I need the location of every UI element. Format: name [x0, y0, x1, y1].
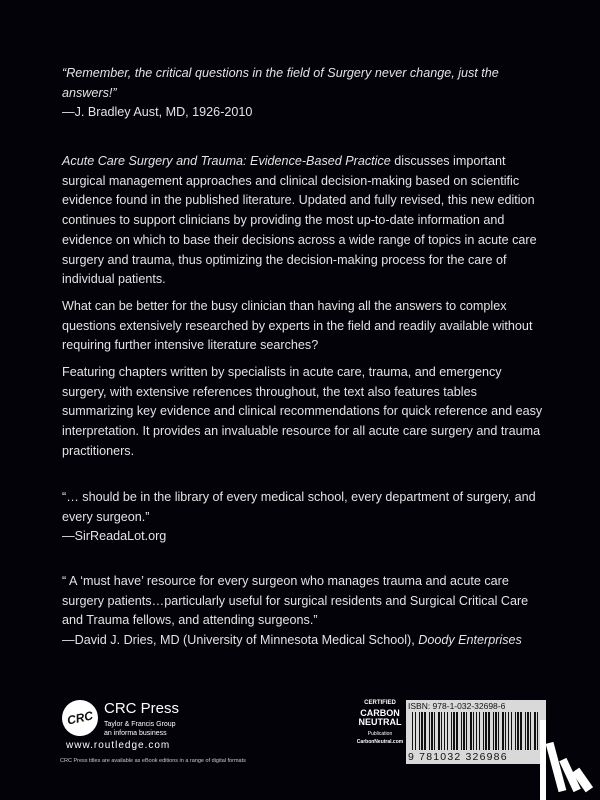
description	[62, 152, 548, 462]
review-2	[62, 572, 548, 651]
barcode-bar	[498, 712, 499, 750]
attribution-source: Doody Enterprises	[418, 633, 522, 648]
isbn-barcode	[406, 700, 546, 764]
barcode-bar	[505, 712, 506, 750]
barcode-bar	[527, 712, 529, 750]
review-quote: “… should be in the library of every medical school, every department of surgery, and every surgeon.”	[62, 490, 536, 524]
barcode-bar	[493, 712, 494, 750]
barcode-bar	[485, 712, 487, 750]
barcode-bar	[479, 712, 480, 750]
epigraph-quote: “Remember, the critical questions in the field of Surgery never change, just the answers!”	[62, 66, 499, 100]
cn-main1: CARBON	[360, 708, 400, 718]
barcode-bar	[441, 712, 442, 750]
review-quote: “ A ‘must have’ resource for every surgeon who manages trauma and acute care surgery patients…particularly useful for surgical residents and Surgical Critical Care and Trauma fellows, and attending surgeons.”	[62, 574, 529, 628]
publisher-name: CRC Press	[104, 700, 180, 717]
barcode-bar	[456, 712, 458, 750]
description-para-3: Featuring chapters written by specialists in acute care, trauma, and emergency surgery, with extensive references throughout, the text also features tables summarizing key evidence and clinical recommendations for quick reference and easy interpretation. It provides an invaluable resource for all acute care surgery and trauma practitioners.	[62, 365, 543, 458]
barcode-bar	[517, 712, 519, 750]
barcode-bar	[447, 712, 448, 750]
barcode-bar	[421, 712, 423, 750]
barcode-bar	[412, 712, 413, 750]
epigraph-attribution: —J. Bradley Aust, MD, 1926-2010	[62, 105, 253, 120]
para-1-text: discusses important surgical management approaches and clinical decision-making based on scientific evidence found in the published literature. Updated and fully revised, this new edition continues to support clinicians by providing the most up-to-date information and evidence on which to base their decisions across a wide range of topics in acute care surgery and trauma, thus optimizing the decision-making process for the care of individual patients.	[62, 154, 537, 287]
domino-decoration	[540, 720, 546, 800]
barcode-bar	[488, 712, 490, 750]
barcode-bar	[520, 712, 522, 750]
barcode-bar	[525, 712, 526, 750]
barcode-bar	[424, 712, 426, 750]
ebook-note: CRC Press titles are available as eBook editions in a range of digital formats	[60, 758, 246, 764]
epigraph	[62, 64, 548, 123]
cn-site: CarbonNeutral.com	[356, 739, 404, 745]
barcode-bar	[476, 712, 477, 750]
cn-sub: Publication	[367, 731, 393, 737]
barcode-bar	[537, 712, 538, 750]
barcode-bar	[429, 712, 430, 750]
crc-logo-icon: CRC	[59, 697, 102, 740]
barcode-bar	[434, 712, 435, 750]
barcode-bar	[444, 712, 445, 750]
publisher-group	[104, 720, 176, 738]
barcode-bars	[412, 712, 540, 750]
attribution-text: —David J. Dries, MD (University of Minnesota Medical School),	[62, 633, 419, 648]
review-1	[62, 488, 548, 547]
barcode-bar	[530, 712, 531, 750]
barcode-bar	[419, 712, 420, 750]
barcode-bar	[495, 712, 497, 750]
barcode-bar	[415, 712, 416, 750]
barcode-bar	[502, 712, 504, 750]
group: Taylor & Francis Group	[104, 721, 176, 728]
barcode-bar	[470, 712, 472, 750]
book-title: Acute Care Surgery and Trauma: Evidence-Based Practice	[62, 154, 391, 168]
barcode-bar	[511, 712, 512, 750]
barcode-bar	[438, 712, 440, 750]
barcode-bar	[473, 712, 474, 750]
barcode-bar	[515, 712, 516, 750]
barcode-digits: 9 781032 326986	[408, 751, 508, 763]
cn-top: CERTIFIED	[364, 700, 396, 706]
description-para-2: What can be better for the busy clinician than having all the answers to complex questions extensively researched by experts in the field and readily available without requiring further intensive literature searches?	[62, 298, 533, 353]
review-attribution: —SirReadaLot.org	[62, 529, 167, 544]
review-attribution	[62, 631, 548, 651]
isbn-text: ISBN: 978-1-032-32698-6	[408, 701, 506, 711]
barcode-bar	[483, 712, 484, 750]
publisher-url: www.routledge.com	[66, 740, 171, 751]
tagline: an informa business	[104, 730, 167, 737]
description-para-1	[62, 152, 548, 290]
barcode-bar	[508, 712, 509, 750]
barcode-bar	[461, 712, 462, 750]
barcode-bar	[451, 712, 452, 750]
barcode-bar	[463, 712, 465, 750]
barcode-bar	[466, 712, 467, 750]
cn-main2: NEUTRAL	[358, 717, 402, 727]
barcode-bar	[534, 712, 536, 750]
carbon-neutral-logo	[350, 700, 410, 745]
barcode-bar	[453, 712, 455, 750]
barcode-bar	[431, 712, 433, 750]
